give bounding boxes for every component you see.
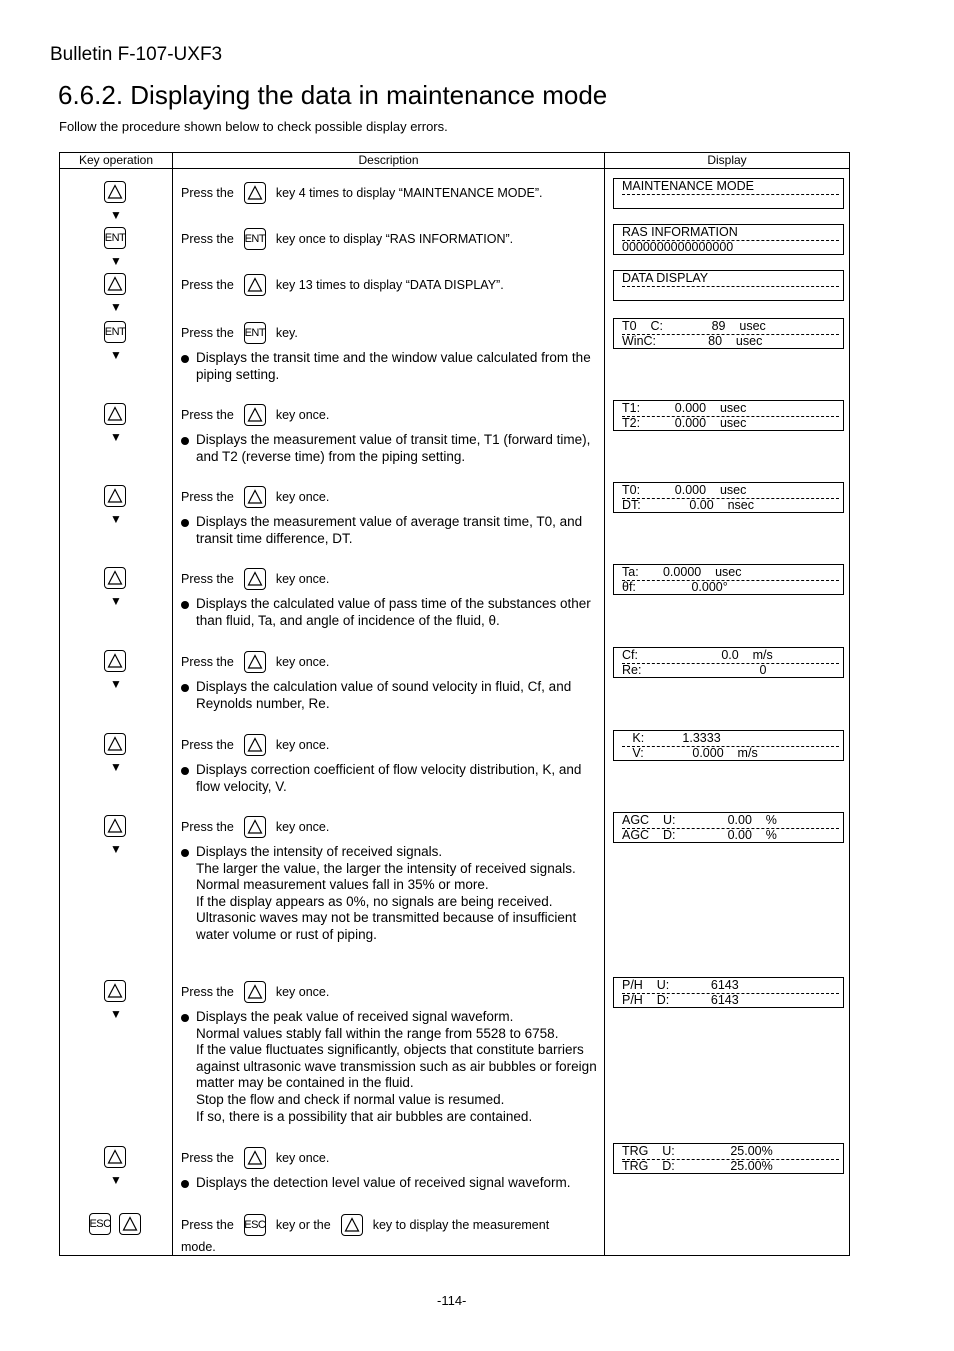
up-key[interactable] bbox=[104, 403, 126, 425]
press-label: Press the bbox=[181, 655, 234, 669]
lcd-line-2: DT: 0.00 nsec bbox=[622, 498, 754, 512]
bullet-text: Displays the measurement value of average transit time, T0, and transit time difference, DT. bbox=[196, 514, 583, 546]
intro-text: Follow the procedure shown below to check possible display errors. bbox=[59, 119, 448, 134]
ent-key-inline[interactable]: ENT bbox=[244, 322, 266, 344]
bullet-text: Displays the peak value of received signal waveform. Normal values stably fall within the range from 5528 to 6758. If the value fluctuates significantly, objects that constitute barriers against ultrasonic wave transmission such as air bubbles or foreign matter may be contained in the fluid. Stop the flow and check if normal value is resumed. If so, there is a possibility that air bubbles are contained. bbox=[196, 1009, 597, 1124]
press-instruction: key once. bbox=[275, 572, 330, 586]
down-arrow-icon: ▼ bbox=[110, 1173, 122, 1187]
bullet-text: Displays the transit time and the window value calculated from the piping setting. bbox=[196, 350, 591, 382]
up-key-inline[interactable] bbox=[244, 734, 266, 756]
press-instruction: key 13 times to display “DATA DISPLAY”. bbox=[275, 278, 504, 292]
up-key[interactable] bbox=[104, 733, 126, 755]
press-instruction: key. bbox=[275, 326, 298, 340]
down-arrow-icon: ▼ bbox=[110, 254, 122, 268]
down-arrow-icon: ▼ bbox=[110, 208, 122, 222]
lcd-display bbox=[613, 400, 844, 431]
lcd-line-1: T1: 0.000 usec bbox=[622, 401, 839, 417]
press-label: Press the bbox=[181, 490, 234, 504]
up-key-inline[interactable] bbox=[244, 816, 266, 838]
bullet-item bbox=[181, 1009, 601, 1125]
up-key[interactable] bbox=[104, 815, 126, 837]
press-label: Press the bbox=[181, 572, 234, 586]
lcd-line-1: P/H U: 6143 bbox=[622, 978, 839, 994]
lcd-line-1: TRG U: 25.00% bbox=[622, 1144, 839, 1160]
lcd-line-1: T0: 0.000 usec bbox=[622, 483, 839, 499]
up-key[interactable] bbox=[104, 650, 126, 672]
lcd-display bbox=[613, 178, 844, 209]
lcd-line-2 bbox=[622, 194, 839, 209]
bullet-text: Displays the calculated value of pass time of the substances other than fluid, Ta, and angle of incidence of the fluid, θ. bbox=[196, 596, 591, 628]
press-label: Press the bbox=[181, 738, 234, 752]
down-arrow-icon: ▼ bbox=[110, 677, 122, 691]
down-arrow-icon: ▼ bbox=[110, 512, 122, 526]
ent-key-inline[interactable]: ENT bbox=[244, 228, 266, 250]
bullet-item bbox=[181, 844, 601, 944]
up-key[interactable] bbox=[104, 1146, 126, 1168]
lcd-line-1: Cf: 0.0 m/s bbox=[622, 648, 839, 664]
header-description: Description bbox=[358, 153, 419, 167]
up-key[interactable] bbox=[104, 567, 126, 589]
press-label: Press the bbox=[181, 1151, 234, 1165]
ent-key[interactable]: ENT bbox=[104, 227, 126, 249]
down-arrow-icon: ▼ bbox=[110, 348, 122, 362]
press-label: Press the bbox=[181, 232, 234, 246]
lcd-display bbox=[613, 318, 844, 349]
lcd-line-2: Re: 0 bbox=[622, 663, 767, 677]
header-key-operation: Key operation bbox=[78, 153, 154, 167]
down-arrow-icon: ▼ bbox=[110, 594, 122, 608]
up-key-inline[interactable] bbox=[244, 274, 266, 296]
press-label: Press the bbox=[181, 326, 234, 340]
bullet-item bbox=[181, 679, 601, 712]
press-instruction: key once. bbox=[275, 985, 330, 999]
bullet-item bbox=[181, 350, 601, 383]
up-key[interactable] bbox=[119, 1213, 141, 1235]
lcd-display bbox=[613, 270, 844, 301]
press-instruction-cont: mode. bbox=[181, 1240, 216, 1254]
bullet-item bbox=[181, 596, 601, 629]
bullet-item bbox=[181, 1175, 601, 1192]
lcd-line-2: TRG D: 25.00% bbox=[622, 1159, 773, 1173]
up-key-inline[interactable] bbox=[244, 981, 266, 1003]
down-arrow-icon: ▼ bbox=[110, 300, 122, 314]
up-key[interactable] bbox=[104, 980, 126, 1002]
press-label: Press the bbox=[181, 186, 234, 200]
press-instruction: key once. bbox=[275, 408, 330, 422]
page-title: 6.6.2. Displaying the data in maintenance mode bbox=[58, 80, 608, 110]
bullet-text: Displays correction coefficient of flow velocity distribution, K, and flow velocity, V. bbox=[196, 762, 582, 794]
procedure-table bbox=[59, 152, 850, 1256]
press-label: Press the bbox=[181, 278, 234, 292]
lcd-line-1: AGC U: 0.00 % bbox=[622, 813, 839, 829]
page-number: -114- bbox=[437, 1293, 467, 1308]
lcd-line-1: K: 1.3333 bbox=[622, 731, 839, 747]
lcd-line-1: DATA DISPLAY bbox=[622, 271, 839, 287]
lcd-line-2: θf: 0.000° bbox=[622, 580, 728, 594]
lcd-display bbox=[613, 224, 844, 255]
press-instruction: key once. bbox=[275, 1151, 330, 1165]
bulletin-number: Bulletin F-107-UXF3 bbox=[50, 44, 223, 65]
lcd-display bbox=[613, 1143, 844, 1174]
lcd-display bbox=[613, 730, 844, 761]
lcd-line-2: T2: 0.000 usec bbox=[622, 416, 747, 430]
ent-key[interactable]: ENT bbox=[104, 321, 126, 343]
up-key[interactable] bbox=[104, 485, 126, 507]
esc-key-inline[interactable]: ESC bbox=[244, 1214, 266, 1236]
bullet-text: Displays the measurement value of transit time, T1 (forward time), and T2 (reverse time) from the piping setting. bbox=[196, 432, 591, 464]
up-key-inline[interactable] bbox=[244, 404, 266, 426]
lcd-display bbox=[613, 482, 844, 513]
lcd-display bbox=[613, 564, 844, 595]
up-key-inline[interactable] bbox=[244, 651, 266, 673]
lcd-line-2: 0000000000000000 bbox=[622, 240, 734, 254]
lcd-line-2: AGC D: 0.00 % bbox=[622, 828, 777, 842]
press-instruction: key once to display “RAS INFORMATION”. bbox=[275, 232, 514, 246]
press-label: Press the bbox=[181, 408, 234, 422]
bullet-item bbox=[181, 514, 601, 547]
up-key[interactable] bbox=[104, 181, 126, 203]
bullet-item bbox=[181, 432, 601, 465]
down-arrow-icon: ▼ bbox=[110, 842, 122, 856]
up-key-inline[interactable] bbox=[244, 486, 266, 508]
press-label: Press the bbox=[181, 1218, 234, 1232]
header-display: Display bbox=[707, 153, 747, 167]
down-arrow-icon: ▼ bbox=[110, 430, 122, 444]
bullet-text: Displays the calculation value of sound velocity in fluid, Cf, and Reynolds number, Re. bbox=[196, 679, 572, 711]
bullet-text: Displays the intensity of received signals. The larger the value, the larger the intensity of received signals. Normal measurement values fall in 35% or more. If the display appears as 0%, no signals are being received. Ultrasonic waves may not be transmitted because of insufficient water volume or rust of piping. bbox=[196, 844, 577, 942]
lcd-line-2: WinC: 80 usec bbox=[622, 334, 763, 348]
press-instruction: key once. bbox=[275, 490, 330, 504]
bullet-text: Displays the detection level value of received signal waveform. bbox=[196, 1175, 571, 1190]
down-arrow-icon: ▼ bbox=[110, 1007, 122, 1021]
press-instruction: key once. bbox=[275, 655, 330, 669]
press-instruction: key once. bbox=[275, 738, 330, 752]
press-or-label: key or the bbox=[275, 1218, 331, 1232]
up-key-inline[interactable] bbox=[244, 568, 266, 590]
up-key-inline[interactable] bbox=[341, 1214, 363, 1236]
press-instruction: key once. bbox=[275, 820, 330, 834]
lcd-display bbox=[613, 812, 844, 843]
lcd-line-2: P/H D: 6143 bbox=[622, 993, 739, 1007]
lcd-display bbox=[613, 977, 844, 1008]
bullet-item bbox=[181, 762, 601, 795]
press-label: Press the bbox=[181, 820, 234, 834]
up-key-inline[interactable] bbox=[244, 182, 266, 204]
press-instruction: key to display the measurement bbox=[372, 1218, 550, 1232]
lcd-line-2 bbox=[622, 286, 839, 301]
lcd-line-1: MAINTENANCE MODE bbox=[622, 179, 839, 195]
up-key-inline[interactable] bbox=[244, 1147, 266, 1169]
lcd-display bbox=[613, 647, 844, 678]
down-arrow-icon: ▼ bbox=[110, 760, 122, 774]
lcd-line-1: Ta: 0.0000 usec bbox=[622, 565, 839, 581]
press-label: Press the bbox=[181, 985, 234, 999]
up-key[interactable] bbox=[104, 273, 126, 295]
lcd-line-2: V: 0.000 m/s bbox=[622, 746, 758, 760]
lcd-line-1: RAS INFORMATION bbox=[622, 225, 839, 241]
esc-key[interactable]: ESC bbox=[89, 1213, 111, 1235]
press-instruction: key 4 times to display “MAINTENANCE MODE”. bbox=[275, 186, 543, 200]
lcd-line-1: T0 C: 89 usec bbox=[622, 319, 839, 335]
